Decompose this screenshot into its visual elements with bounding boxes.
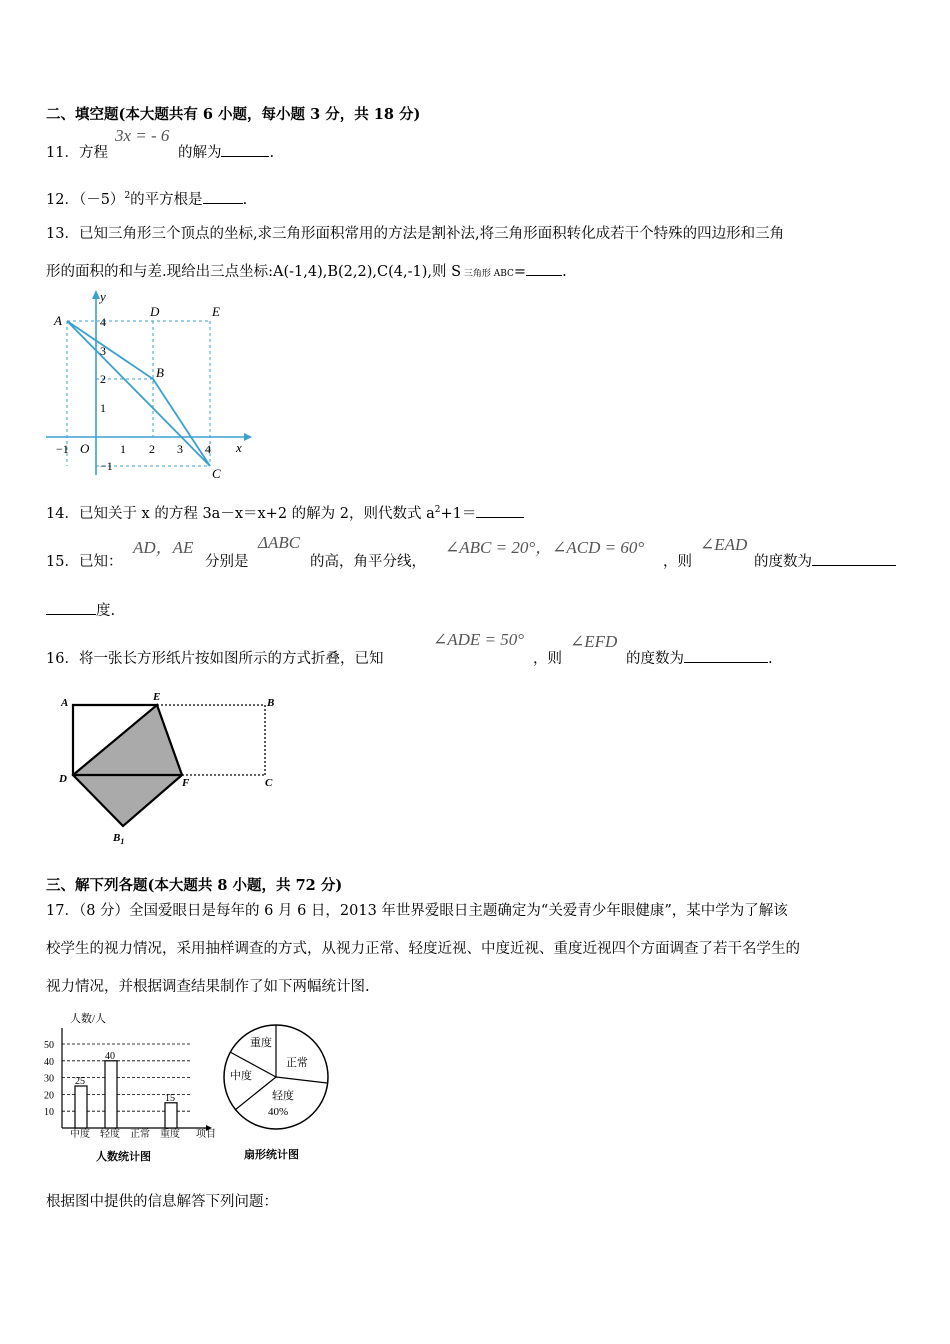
label-c: C: [265, 777, 273, 789]
q16-degree-label: 的度数为: [626, 651, 684, 667]
label-e: E: [212, 304, 220, 319]
q12-answer-blank[interactable]: [203, 191, 243, 204]
question-15: [46, 550, 122, 571]
question-13-line1: 13．已知三角形三个顶点的坐标,求三角形面积常用的方法是割补法,将三角形面积转化成若干个特殊的四边形和三角: [46, 226, 785, 242]
bar: [75, 1086, 87, 1128]
y-axis-arrow: [92, 290, 100, 299]
question-14: [46, 502, 524, 523]
label-a: A: [54, 313, 62, 328]
category-label: 中度: [70, 1129, 90, 1140]
pie-chart-title: 扇形统计图: [244, 1149, 299, 1161]
y-tick-label: 10: [44, 1107, 54, 1119]
pie-label-normal: 正常: [286, 1057, 308, 1069]
q12-end: .: [242, 192, 248, 208]
q13-text: 形的面积的和与差.现给出三点坐标:A(-1,4),B(2,2),C(4,-1),则 S: [46, 264, 462, 280]
q11-end: .: [269, 145, 275, 161]
label-y: y: [100, 289, 106, 304]
label-b: B: [267, 697, 275, 709]
y-tick-label: 50: [44, 1040, 54, 1051]
folded-part: [73, 705, 182, 826]
closing-text: 根据图中提供的信息解答下列问题：: [46, 1194, 278, 1210]
y-tick-label: 30: [44, 1073, 54, 1085]
q12-exponent: 2: [124, 191, 131, 202]
bar-categories: [70, 1127, 180, 1140]
question-17-line1: 17．（8 分）全国爱眼日是每年的 6 月 6 日，2013 年世界爱眼日主题确定为“关爱青少年眼健康”，某中学为了解该: [46, 903, 788, 919]
pie-chart: [210, 1015, 340, 1165]
q16-answer-blank[interactable]: [684, 650, 768, 663]
bar-value-label: 40: [105, 1050, 115, 1062]
q15-degree-label: 的度数为: [754, 554, 812, 570]
q14-answer-blank[interactable]: [476, 505, 524, 518]
tick-y-2: 2: [100, 372, 106, 386]
q16-math-ade: ∠ADE = 50°: [433, 630, 525, 649]
q11-number: 11．方程: [46, 145, 108, 161]
label-e: E: [153, 691, 161, 703]
q13-subscript: 三角形 ABC: [461, 269, 514, 279]
bar-y-ticks: [44, 1040, 54, 1118]
q13-end: .: [562, 264, 567, 280]
q15-text3: ，则: [663, 554, 692, 570]
question-17-line3: 视力情况，并根据调查结果制作了如下两幅统计图.: [46, 979, 370, 995]
tick-x-4: 4: [205, 442, 211, 456]
label-d: D: [59, 773, 67, 785]
bar-chart-title: 人数统计图: [96, 1151, 151, 1163]
bar: [105, 1061, 117, 1128]
y-tick-label: 20: [44, 1090, 54, 1102]
q16-text: 16．将一张长方形纸片按如图所示的方式折叠，已知: [46, 651, 384, 667]
q15-line2: [46, 599, 115, 620]
tick-y-3: 3: [100, 344, 106, 358]
label-b1: $B_1$: [113, 832, 125, 846]
label-f: F: [182, 777, 190, 789]
pie-label-mild: 轻度: [272, 1090, 294, 1102]
q13-eq: =: [513, 264, 527, 280]
q15-math-triangle: ΔABC: [258, 533, 301, 552]
label-d: D: [150, 304, 160, 319]
q15-answer-blank-2[interactable]: [46, 602, 96, 615]
question-17-line2: 校学生的视力情况，采用抽样调查的方式，从视力正常、轻度近视、中度近视、重度近视四个方面调查了若干名学生的: [46, 941, 800, 957]
coordinate-figure: [40, 285, 255, 485]
tick-y-4: 4: [100, 315, 106, 329]
label-b: B: [156, 365, 164, 380]
tick-x-3: 3: [177, 442, 183, 456]
q11-equation: 3x = - 6: [115, 126, 170, 145]
q15-degree-unit: 度.: [96, 603, 116, 619]
section-heading-3: 三、解下列各题(本大题共 8 小题，共 72 分): [46, 877, 343, 894]
q11-answer-blank[interactable]: [221, 144, 269, 157]
tick-x-2: 2: [149, 442, 155, 456]
q15-math-angles: ∠ABC = 20°，∠ACD = 60°: [445, 538, 645, 557]
category-label: 正常: [130, 1129, 150, 1140]
q12-text: 的平方根是: [130, 192, 203, 208]
label-x: x: [236, 440, 242, 455]
pie-label-mild-percent: 40%: [268, 1106, 289, 1118]
tick-x-neg1: −1: [56, 442, 69, 456]
section-heading-2: 二、填空题(本大题共有 6 小题，每小题 3 分，共 18 分): [46, 106, 421, 123]
question-16: [46, 647, 383, 668]
q15-text1: 分别是: [205, 554, 249, 570]
q14-text2: +1＝: [440, 506, 477, 522]
q16-math-efd: ∠EFD: [570, 632, 618, 651]
bar-chart-xlabel: 项目: [196, 1129, 216, 1140]
question-12: [46, 188, 247, 209]
label-origin: O: [80, 441, 90, 456]
tick-y-1: 1: [100, 401, 106, 415]
pie-label-moderate: 中度: [230, 1070, 252, 1082]
label-c: C: [212, 466, 221, 481]
fold-figure: [55, 688, 290, 848]
bar-chart: [40, 1010, 220, 1168]
q15-answer-blank[interactable]: [812, 553, 896, 566]
q15-math-ead: ∠EAD: [700, 535, 748, 554]
q16-text1: ，则: [533, 651, 562, 667]
category-label: 重度: [160, 1129, 180, 1140]
q15-math-ad-ae: AD，AE: [133, 538, 194, 557]
bar-value-label: 15: [165, 1092, 175, 1104]
q12-number: 12．（－5）: [46, 192, 125, 208]
q16-text2: [626, 647, 773, 668]
tick-y-neg1: −1: [100, 459, 113, 473]
bar-marks: [75, 1051, 177, 1128]
pie-label-severe: 重度: [250, 1037, 272, 1049]
q16-end: .: [768, 651, 773, 667]
question-13-line2: [46, 260, 567, 281]
x-axis-arrow: [244, 433, 252, 441]
q13-answer-blank[interactable]: [526, 263, 562, 276]
q15-number: 15．已知：: [46, 554, 123, 570]
q14-exponent: 2: [434, 505, 441, 516]
label-a: A: [61, 697, 69, 709]
q15-text2: 的高，角平分线，: [310, 554, 426, 570]
bar-value-label: 25: [75, 1076, 85, 1087]
q15-text4: [754, 550, 896, 571]
tick-x-1: 1: [120, 442, 126, 456]
bar-chart-ylabel: 人数/人: [70, 1013, 107, 1025]
q14-text: 14．已知关于 x 的方程 3a－x＝x+2 的解为 2，则代数式 a: [46, 506, 435, 522]
category-label: 轻度: [100, 1129, 120, 1140]
y-tick-label: 40: [44, 1056, 54, 1068]
bar: [165, 1103, 177, 1128]
q11-text: 的解为: [177, 145, 222, 161]
